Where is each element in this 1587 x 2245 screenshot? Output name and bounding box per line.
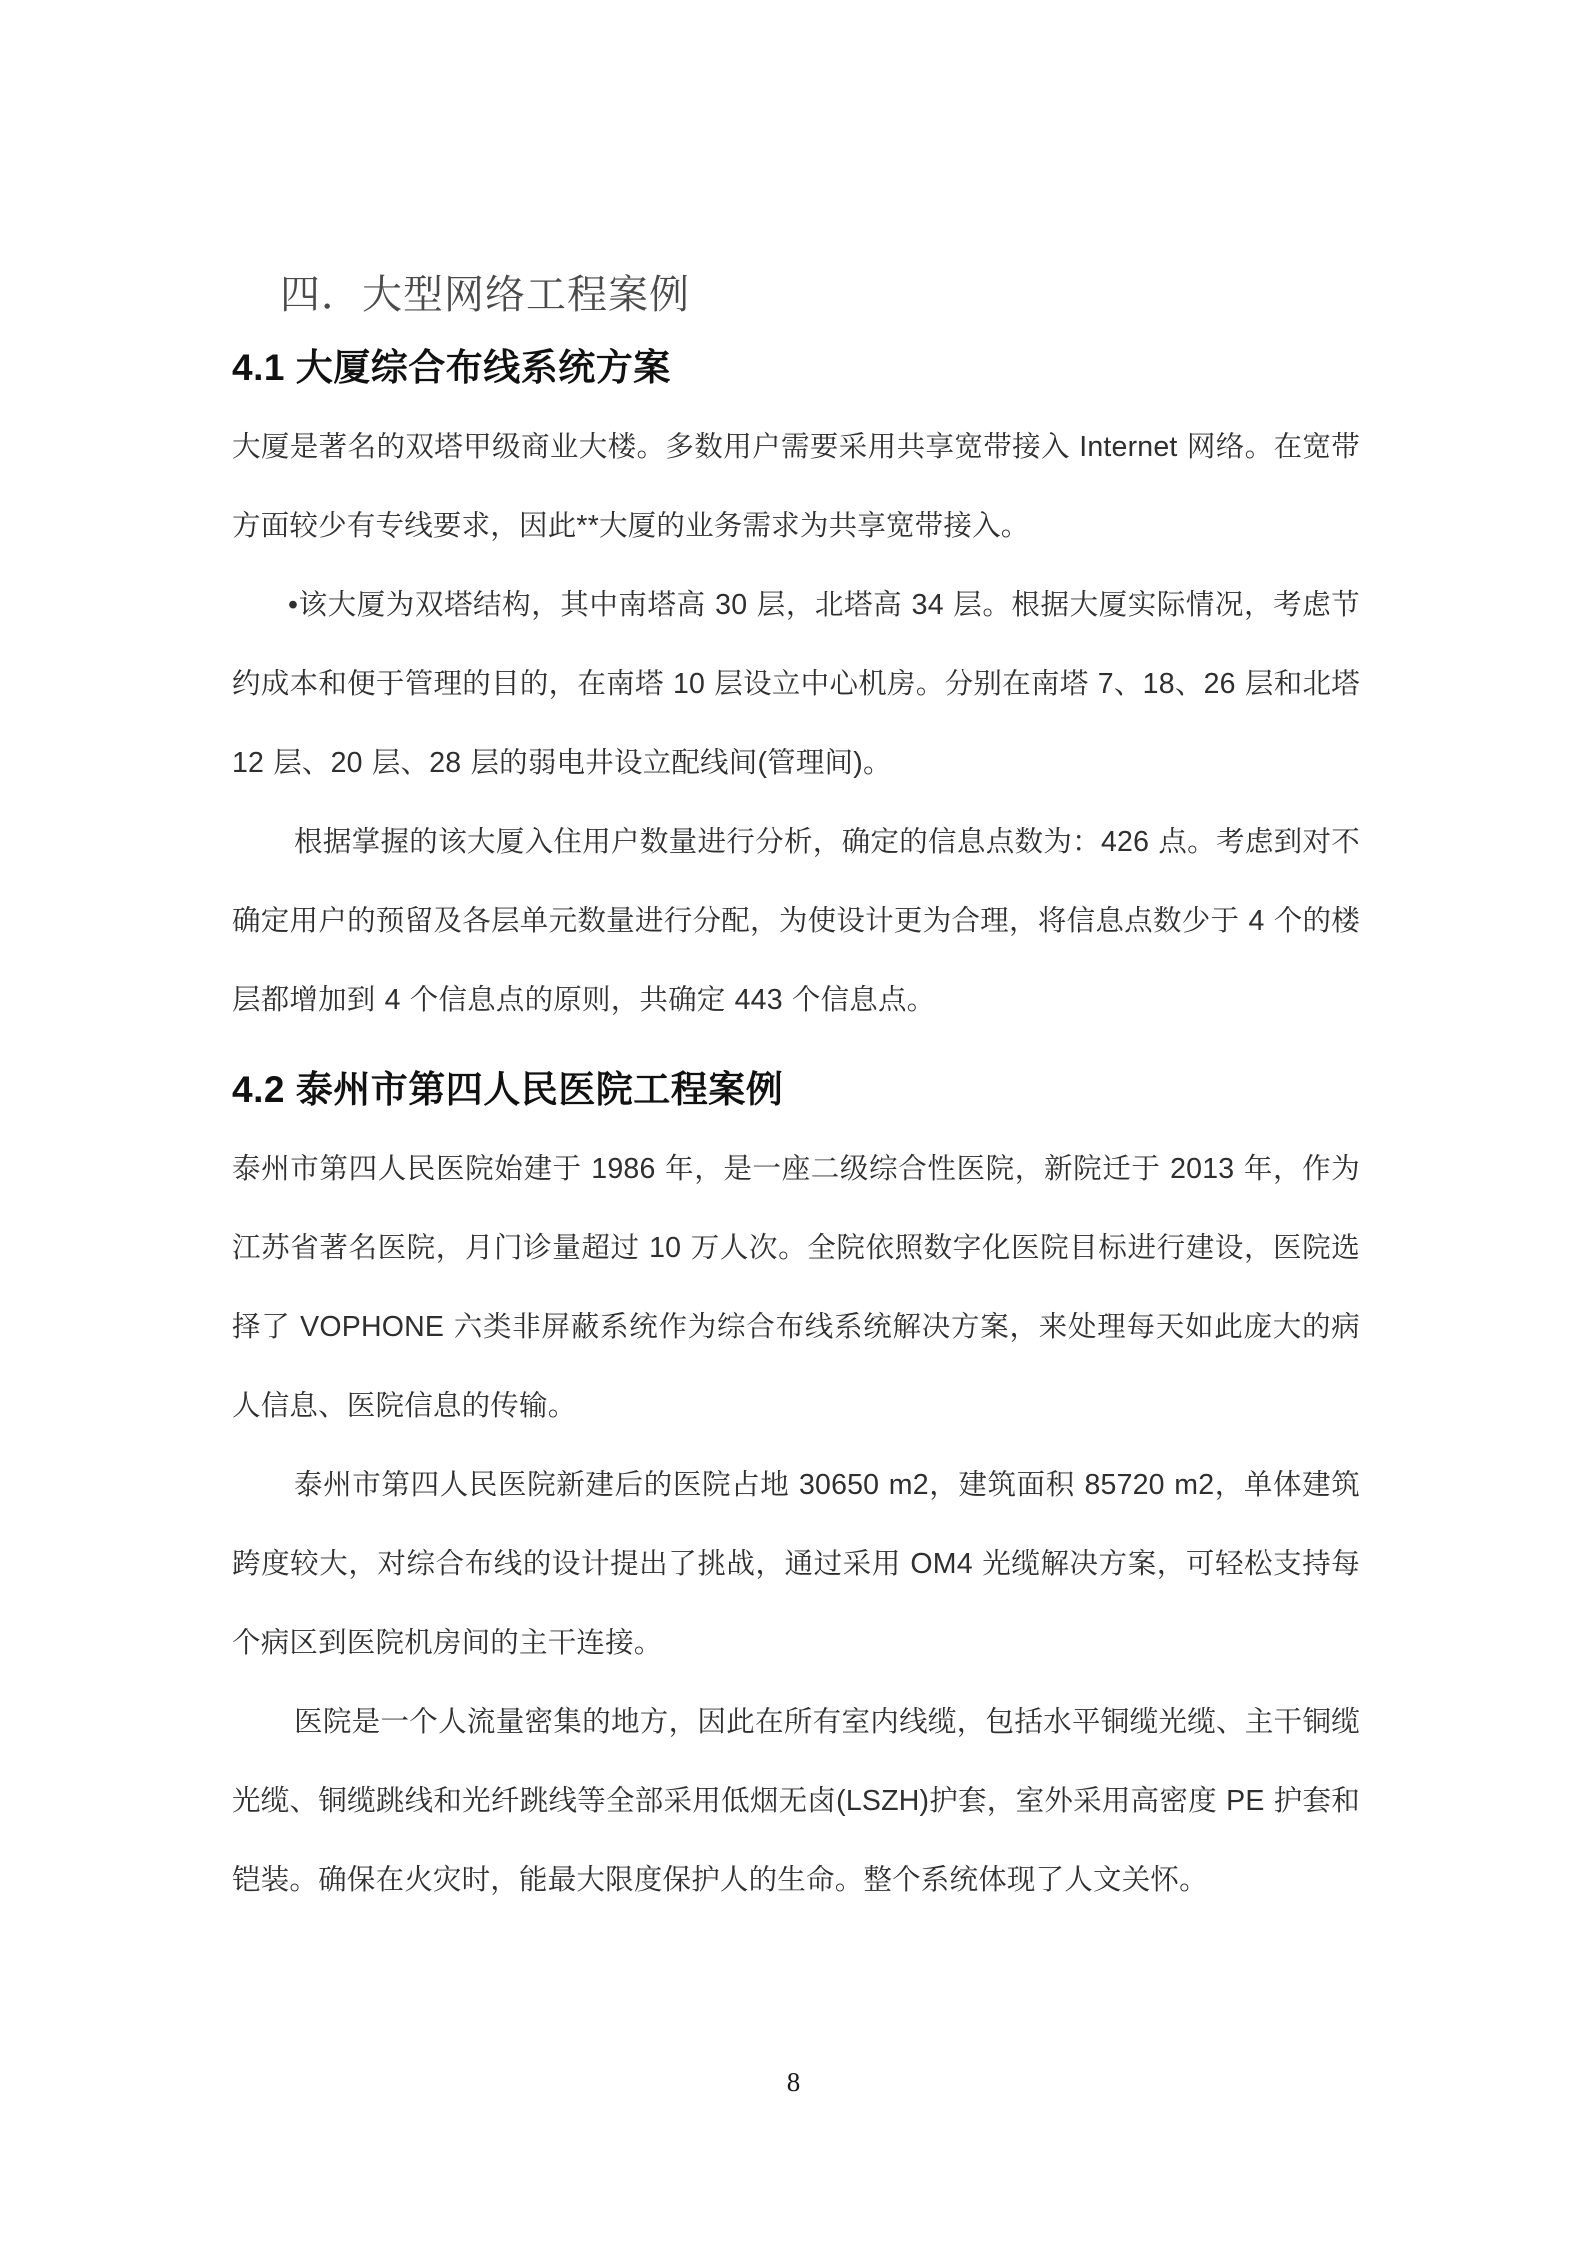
paragraph-4-2-1: 泰州市第四人民医院始建于 1986 年，是一座二级综合性医院，新院迁于 2013 年，作为江苏省著名医院，月门诊量超过 10 万人次。全院依照数字化医院目标进行建设，医院选择了 VOPHONE 六类非屏蔽系统作为综合布线系统解决方案，来处理每天如此庞大的病人信息、医院信息的传输。 <box>232 1153 1360 1423</box>
section-heading-4-1: 4.1 大厦综合布线系统方案 <box>232 347 671 388</box>
paragraph-4-1-1: 大厦是著名的双塔甲级商业大楼。多数用户需要采用共享宽带接入 Internet 网络。在宽带方面较少有专线要求，因此**大厦的业务需求为共享宽带接入。 <box>232 431 1360 543</box>
paragraph-4-1-3: 根据掌握的该大厦入住用户数量进行分析，确定的信息点数为：426 点。考虑到对不确定用户的预留及各层单元数量进行分配，为使设计更为合理，将信息点数少于 4 个的楼层都增加到 4 个信息点的原则，共确定 443 个信息点。 <box>232 826 1360 1017</box>
page-content <box>232 268 1360 1920</box>
page-number: 8 <box>786 2067 801 2097</box>
paragraph-4-1-2: •该大厦为双塔结构，其中南塔高 30 层，北塔高 34 层。根据大厦实际情况，考虑节约成本和便于管理的目的，在南塔 10 层设立中心机房。分别在南塔 7、18、26 层和北塔 12 层、20 层、28 层的弱电井设立配线间(管理间)。 <box>232 589 1360 780</box>
section-heading-4-2: 4.2 泰州市第四人民医院工程案例 <box>232 1069 784 1111</box>
chapter-heading: 四．大型网络工程案例 <box>280 272 690 317</box>
paragraph-4-2-2: 泰州市第四人民医院新建后的医院占地 30650 m2，建筑面积 85720 m2，单体建筑跨度较大，对综合布线的设计提出了挑战，通过采用 OM4 光缆解决方案，可轻松支持每个病区到医院机房间的主干连接。 <box>232 1469 1360 1660</box>
paragraph-4-2-3: 医院是一个人流量密集的地方，因此在所有室内线缆，包括水平铜缆光缆、主干铜缆光缆、铜缆跳线和光纤跳线等全部采用低烟无卤(LSZH)护套，室外采用高密度 PE 护套和铠装。确保在火灾时，能最大限度保护人的生命。整个系统体现了人文关怀。 <box>232 1706 1360 1897</box>
